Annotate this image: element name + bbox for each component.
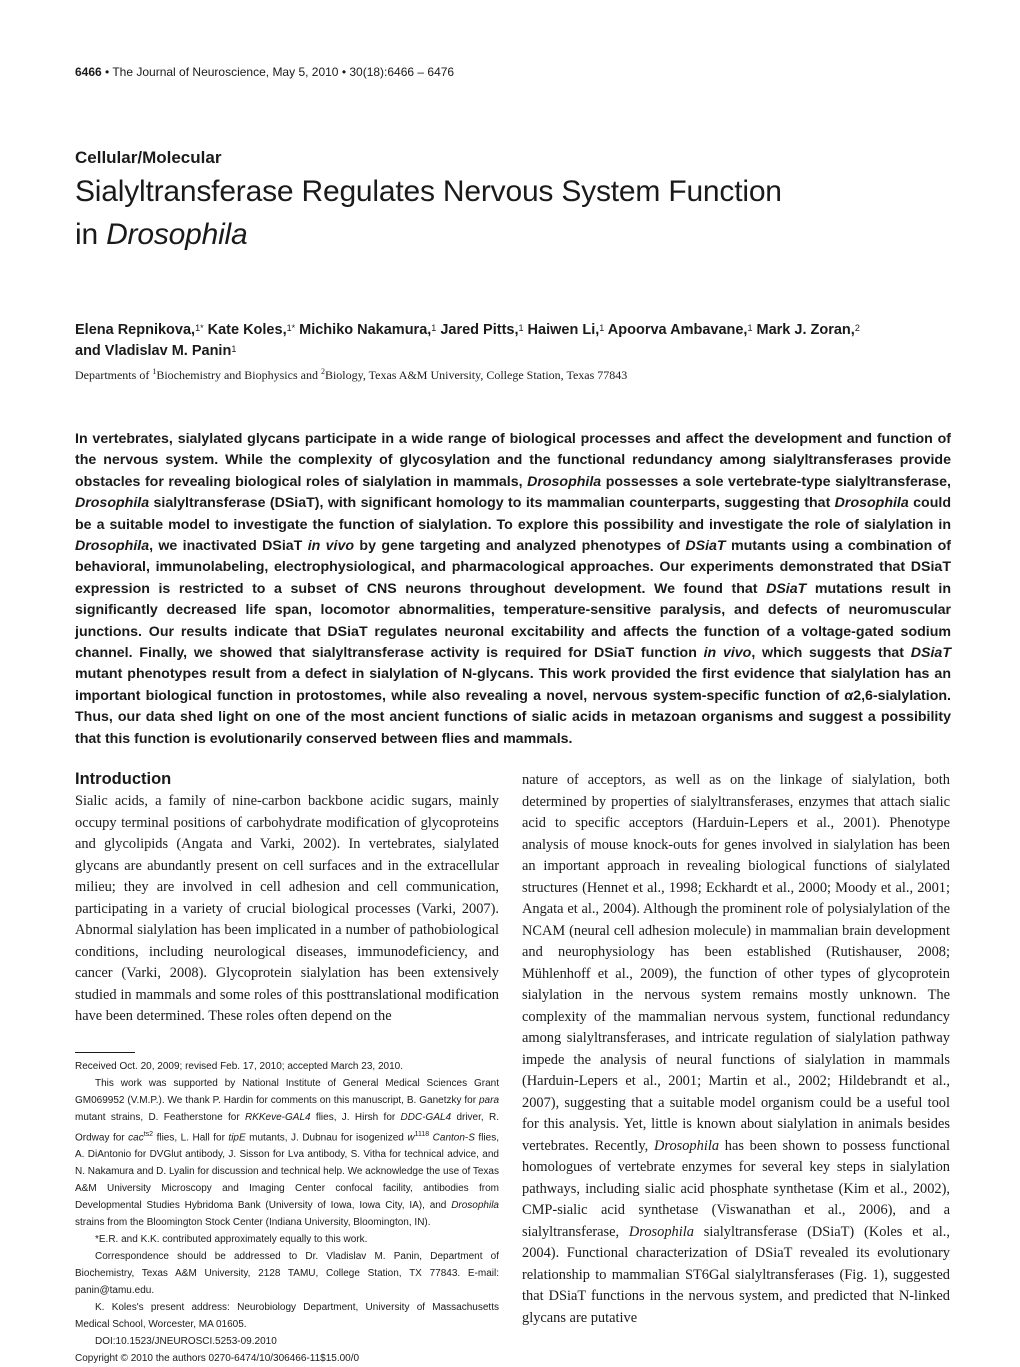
author-name: Elena Repnikova,: [75, 322, 196, 338]
article-title: [75, 170, 955, 256]
running-head: [75, 65, 454, 79]
author-affiliation-marker: 1: [231, 344, 237, 354]
body-paragraph: Sialic acids, a family of nine-carbon backbone acidic sugars, mainly occupy terminal positions of carbohydrate modification of glycoproteins and glycolipids (Angata and Varki, 2002). In vertebrates, sialylated glycans are abundantly present on cell surfaces and in the extracellular milieu; they are involved in cell adhesion and cell communication, participating in a variety of crucial biological processes (Varki, 2007). Abnormal sialylation has been implicated in a number of pathobiological conditions, including neurological diseases, immunodeficiency, and cancer (Varki, 2008). Glycoprotein sialylation has been extensively studied in mammals and some roles of this posttranslational modification have been determined. These roles often depend on the: [75, 793, 499, 1024]
author-affiliation-marker: 1*: [195, 323, 204, 333]
section-label: Cellular/Molecular: [75, 148, 222, 167]
page-number: 6466: [75, 65, 102, 79]
doi: DOI:10.1523/JNEUROSCI.5253-09.2010: [95, 1336, 277, 1348]
copyright: Copyright © 2010 the authors 0270-6474/10/306466-11$15.00/0: [75, 1353, 360, 1365]
author-affiliation-marker: 2: [854, 323, 860, 333]
author-name: Michiko Nakamura,: [295, 322, 432, 338]
author-affiliation-marker: 1: [431, 323, 437, 333]
received-dates: Received Oct. 20, 2009; revised Feb. 17, 2010; accepted March 23, 2010.: [75, 1061, 403, 1072]
body-paragraph: nature of acceptors, as well as on the linkage of sialylation, both determined by properties of sialyltransferases, enzymes that attach sialic acid to specific acceptors (Harduin-Lepers et al., 2001). Phenotype analysis of mouse knock-outs for genes involved in sialylation has been an important approach in revealing biological functions of sialylated structures (Hennet et al., 1998; Eckhardt et al., 2000; Moody et al., 2001; Angata et al., 2004). Although the prominent role of polysialylation of the NCAM (neural cell adhesion molecule) in mammalian brain development and neurophysiology has been established (Rutishauser, 2008; Mühlenhoff et al., 2009), the function of other types of glycoprotein sialylation in the nervous system remains mostly unknown. The complexity of the mammalian nervous system, functional redundancy among sialyltransferases, and intricate regulation of sialylation pathway impede the analysis of neural functions of sialylation in mammals (Harduin-Lepers et al., 2001; Martin et al., 2002; Hildebrandt et al., 2007), suggesting that a suitable model organism could be a useful tool for this analysis. Yet, little is known about sialylation in animals besides vertebrates. Recently, Drosophila has been shown to possess functional homologues of vertebrate enzymes for several key steps in sialylation pathways, including sialic acid phosphate synthetase (Kim et al., 2002), CMP-sialic acid synthetase (Viswanathan et al., 2006), and a sialyltransferase, Drosophila sialyltransferase (DSiaT) (Koles et al., 2004). Functional characterization of DSiaT revealed its evolutionary relationship to mammalian ST6Gal sialyltransferases (Fig. 1), suggested that DSiaT functions in the nervous system, and predicted that N-linked glycans are putative: [522, 772, 950, 1326]
footnotes: [75, 1058, 499, 1367]
acknowledgments: This work was supported by National Institute of General Medical Sciences Grant GM069952 (V.M.P.). We thank P. Hardin for comments on this manuscript, B. Ganetzky for para mutant strains, D. Featherstone for RKKeve-GAL4 flies, J. Hirsh for DDC-GAL4 driver, R. Ordway for cac$^{ts2}$ flies, L. Hall for tipE mutants, J. Dubnau for isogenized $w^{1118}$ Canton-S flies, A. DiAntonio for DVGlut antibody, J. Sisson for Lva antibody, S. Vitha for technical advice, and N. Nakamura and D. Lyalin for discussion and technical help. We acknowledge the use of Texas A&M University Microscopy and Imaging Center confocal facility, antibodies from Developmental Studies Hybridoma Bank (University of Iowa, Iowa City, IA), and Drosophila strains from the Bloomington Stock Center (Indiana University, Bloomington, IN).: [75, 1078, 499, 1229]
right-column: [522, 770, 950, 1329]
abstract: In vertebrates, sialylated glycans participate in a wide range of biological processes and affect the development and function of the nervous system. While the complexity of glycosylation and the functional redundancy among sialyltransferases provide obstacles for revealing biological roles of sialylation in mammals, Drosophila possesses a sole vertebrate-type sialyltransferase, Drosophila sialyltransferase (DSiaT), with significant homology to its mammalian counterparts, suggesting that Drosophila could be a suitable model to investigate the function of sialylation. To explore this possibility and investigate the role of sialylation in Drosophila, we inactivated DSiaT in vivo by gene targeting and analyzed phenotypes of DSiaT mutants using a combination of behavioral, immunolabeling, electrophysiological, and pharmacological approaches. Our experiments demonstrated that DSiaT expression is restricted to a subset of CNS neurons throughout development. We found that DSiaT mutations result in significantly decreased life span, locomotor abnormalities, temperature-sensitive paralysis, and defects of neuromuscular junctions. Our results indicate that DSiaT regulates neuronal excitability and affects the function of a voltage-gated sodium channel. Finally, we showed that sialyltransferase activity is required for DSiaT function in vivo, which suggests that DSiaT mutant phenotypes result from a defect in sialylation of N-glycans. This work provided the first evidence that sialylation has an important biological function in protostomes, while also revealing a novel, nervous system-specific function of α2,6-sialylation. Thus, our data shed light on one of the most ancient functions of sialic acids in metazoan organisms and suggest a possibility that this function is evolutionarily conserved between flies and mammals.: [75, 431, 952, 747]
author-affiliation-marker: 1*: [286, 323, 296, 333]
title-organism: Drosophila: [106, 218, 248, 251]
section-heading-introduction: Introduction: [75, 770, 172, 788]
equal-contribution-note: *E.R. and K.K. contributed approximately equally to this work.: [95, 1234, 368, 1246]
title-in: in: [75, 218, 107, 251]
footnote-rule: [75, 1052, 135, 1053]
author-affiliation-marker: 1: [518, 323, 524, 333]
author-affiliation-marker: 1: [747, 323, 753, 333]
affiliations: Departments of $^1$Biochemistry and Biophysics and $^2$Biology, Texas A&M University, College Station, Texas 77843: [75, 367, 628, 382]
journal-citation: • The Journal of Neuroscience, May 5, 2010 • 30(18):6466 – 6476: [101, 65, 455, 79]
author-name: and Vladislav M. Panin: [75, 343, 232, 359]
author-name: Jared Pitts,: [436, 322, 519, 338]
author-list: [75, 320, 955, 362]
author-name: Apoorva Ambavane,: [604, 322, 748, 338]
author-name: Haiwen Li,: [523, 322, 600, 338]
present-address-note: K. Koles's present address: Neurobiology Department, University of Massachusetts Medical School, Worcester, MA 01605.: [75, 1302, 499, 1331]
author-affiliation-marker: 1: [599, 323, 605, 333]
title-line-1: Sialyltransferase Regulates Nervous System Function: [75, 175, 782, 208]
correspondence-note: Correspondence should be addressed to Dr. Vladislav M. Panin, Department of Biochemistry, Texas A&M University, 2128 TAMU, College Station, TX 77843. E-mail: panin@tamu.edu.: [75, 1251, 499, 1297]
author-name: Mark J. Zoran,: [752, 322, 855, 338]
left-column: [75, 770, 499, 1028]
author-name: Kate Koles,: [203, 322, 287, 338]
